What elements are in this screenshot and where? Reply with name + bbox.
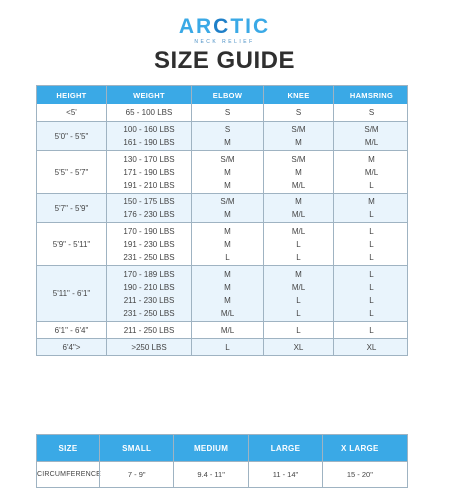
- knee-value: L: [296, 325, 301, 335]
- elbow-value: S: [224, 108, 231, 117]
- elbow-value: M/L: [220, 308, 235, 318]
- hamstring-value: L: [369, 325, 374, 335]
- knee-cell: [263, 151, 333, 193]
- weight-value: 231 - 250 LBS: [123, 308, 175, 318]
- knee-cell: [263, 104, 333, 121]
- knee-cell: [263, 122, 333, 150]
- circumference-header: [37, 435, 407, 461]
- elbow-value: M: [224, 138, 231, 147]
- size-group-row: [37, 150, 407, 193]
- weight-value: 170 - 189 LBS: [123, 269, 175, 279]
- height-value: 5'11" - 6'1": [52, 289, 91, 298]
- elbow-value: S/M: [220, 154, 235, 164]
- elbow-value: M: [224, 239, 231, 249]
- weight-value: 176 - 230 LBS: [123, 210, 175, 219]
- hamstring-value: L: [369, 295, 374, 305]
- knee-value: M: [295, 197, 302, 206]
- weight-cell: [106, 266, 191, 321]
- weight-cell: [106, 151, 191, 193]
- elbow-value: M: [224, 282, 231, 292]
- knee-value: S/M: [291, 154, 306, 164]
- height-cell: [37, 287, 106, 300]
- hamstring-value: M/L: [364, 167, 379, 177]
- knee-value: M/L: [291, 282, 306, 292]
- weight-value: 231 - 250 LBS: [123, 252, 175, 262]
- size-group-row: [37, 338, 407, 355]
- hamstring-cell: [333, 122, 409, 150]
- circumference-medium: 9.4 - 11": [173, 462, 247, 487]
- elbow-value: M: [224, 269, 231, 279]
- weight-cell: [106, 339, 191, 355]
- hamstring-cell: [333, 322, 409, 338]
- height-value: 5'9" - 5'11": [52, 239, 91, 249]
- height-value: 6'1" - 6'4": [54, 325, 89, 335]
- hamstring-value: S: [368, 108, 375, 117]
- size-group-row: [37, 265, 407, 321]
- header-hamstring: HAMSRING: [333, 86, 409, 104]
- header-size: SIZE: [58, 443, 78, 453]
- hamstring-value: M/L: [364, 138, 379, 147]
- knee-cell: [263, 322, 333, 338]
- size-group-row: [37, 104, 407, 121]
- weight-cell: [106, 322, 191, 338]
- circumference-row: [37, 461, 407, 487]
- weight-value: 191 - 230 LBS: [123, 239, 175, 249]
- header-large: LARGE: [248, 435, 322, 461]
- brand-name: ARCTIC: [178, 15, 271, 38]
- hamstring-value: L: [369, 269, 374, 279]
- height-value: 5'0" - 5'5": [54, 131, 89, 141]
- hamstring-value: M: [368, 154, 375, 164]
- elbow-value: S/M: [220, 197, 235, 206]
- height-value: 6'4">: [62, 342, 81, 352]
- weight-value: 170 - 190 LBS: [123, 226, 175, 236]
- elbow-cell: [191, 223, 263, 265]
- hamstring-cell: [333, 339, 409, 355]
- hamstring-value: L: [369, 252, 374, 262]
- elbow-cell: [191, 104, 263, 121]
- elbow-cell: [191, 151, 263, 193]
- knee-value: L: [296, 239, 301, 249]
- size-table-body: [37, 104, 407, 355]
- weight-cell: [106, 194, 191, 222]
- circumference-table: [36, 434, 408, 488]
- hamstring-value: L: [369, 308, 374, 318]
- hamstring-cell: [333, 194, 409, 222]
- circumference-label: CIRCUMFERENCE: [37, 471, 102, 478]
- size-group-row: [37, 222, 407, 265]
- height-cell: [37, 324, 106, 337]
- height-cell: [37, 106, 106, 119]
- header-height: HEIGHT: [56, 90, 87, 100]
- height-cell: [37, 166, 106, 179]
- knee-value: L: [296, 295, 301, 305]
- knee-value: M: [295, 167, 302, 177]
- size-table-header: [37, 86, 407, 104]
- size-group-row: [37, 193, 407, 222]
- elbow-value: M: [224, 295, 231, 305]
- height-value: <5': [66, 108, 77, 117]
- elbow-cell: [191, 322, 263, 338]
- elbow-value: S: [224, 125, 231, 134]
- header-elbow: ELBOW: [191, 86, 263, 104]
- knee-value: M/L: [291, 226, 306, 236]
- height-cell: [37, 238, 106, 251]
- knee-value: M: [295, 138, 302, 147]
- knee-cell: [263, 266, 333, 321]
- knee-cell: [263, 194, 333, 222]
- hamstring-value: L: [369, 210, 374, 219]
- weight-value: 65 - 100 LBS: [125, 108, 173, 117]
- hamstring-value: L: [369, 239, 374, 249]
- knee-value: L: [296, 252, 301, 262]
- elbow-value: M: [224, 226, 231, 236]
- header-knee: KNEE: [263, 86, 333, 104]
- elbow-value: M: [224, 180, 231, 190]
- weight-value: 161 - 190 LBS: [123, 138, 175, 147]
- size-group-row: [37, 121, 407, 150]
- weight-value: 100 - 160 LBS: [123, 125, 175, 134]
- knee-value: M: [295, 269, 302, 279]
- elbow-cell: [191, 266, 263, 321]
- knee-value: S/M: [291, 125, 306, 134]
- elbow-cell: [191, 194, 263, 222]
- elbow-value: M: [224, 210, 231, 219]
- hamstring-value: L: [369, 226, 374, 236]
- circumference-small: 7 - 9": [99, 462, 173, 487]
- hamstring-cell: [333, 151, 409, 193]
- knee-value: M/L: [291, 180, 306, 190]
- knee-value: M/L: [291, 210, 306, 219]
- hamstring-cell: [333, 223, 409, 265]
- elbow-value: L: [225, 252, 230, 262]
- weight-value: 171 - 190 LBS: [123, 167, 175, 177]
- weight-value: >250 LBS: [131, 342, 167, 352]
- brand-logo: [0, 16, 449, 45]
- weight-value: 150 - 175 LBS: [123, 197, 175, 206]
- header-medium: MEDIUM: [173, 435, 247, 461]
- hamstring-value: L: [369, 282, 374, 292]
- size-group-row: [37, 321, 407, 338]
- hamstring-value: M: [368, 197, 375, 206]
- header-xlarge: X LARGE: [322, 435, 396, 461]
- elbow-value: M/L: [220, 325, 235, 335]
- weight-cell: [106, 104, 191, 121]
- elbow-value: L: [225, 342, 230, 352]
- weight-value: 211 - 250 LBS: [123, 325, 175, 335]
- hamstring-value: L: [369, 180, 374, 190]
- hamstring-cell: [333, 104, 409, 121]
- elbow-cell: [191, 339, 263, 355]
- weight-value: 211 - 230 LBS: [123, 295, 175, 305]
- knee-value: L: [296, 308, 301, 318]
- brand-tagline: NECK RELIEF: [194, 39, 255, 45]
- height-value: 5'5" - 5'7": [54, 167, 89, 177]
- elbow-cell: [191, 122, 263, 150]
- hamstring-value: XL: [366, 342, 377, 352]
- weight-value: 190 - 210 LBS: [123, 282, 175, 292]
- knee-value: S: [295, 108, 302, 117]
- weight-value: 191 - 210 LBS: [123, 180, 175, 190]
- knee-cell: [263, 223, 333, 265]
- elbow-value: M: [224, 167, 231, 177]
- circumference-xlarge: 15 - 20": [322, 462, 396, 487]
- knee-value: XL: [293, 342, 304, 352]
- height-cell: [37, 130, 106, 143]
- knee-cell: [263, 339, 333, 355]
- height-value: 5'7" - 5'9": [54, 203, 89, 213]
- header-small: SMALL: [99, 435, 173, 461]
- weight-value: 130 - 170 LBS: [123, 154, 175, 164]
- weight-cell: [106, 122, 191, 150]
- circumference-large: 11 - 14": [248, 462, 322, 487]
- height-cell: [37, 202, 106, 215]
- hamstring-cell: [333, 266, 409, 321]
- hamstring-value: S/M: [364, 125, 379, 134]
- page-title: SIZE GUIDE: [153, 47, 296, 74]
- weight-cell: [106, 223, 191, 265]
- header-weight: WEIGHT: [106, 86, 191, 104]
- size-table: [36, 85, 408, 356]
- height-cell: [37, 341, 106, 354]
